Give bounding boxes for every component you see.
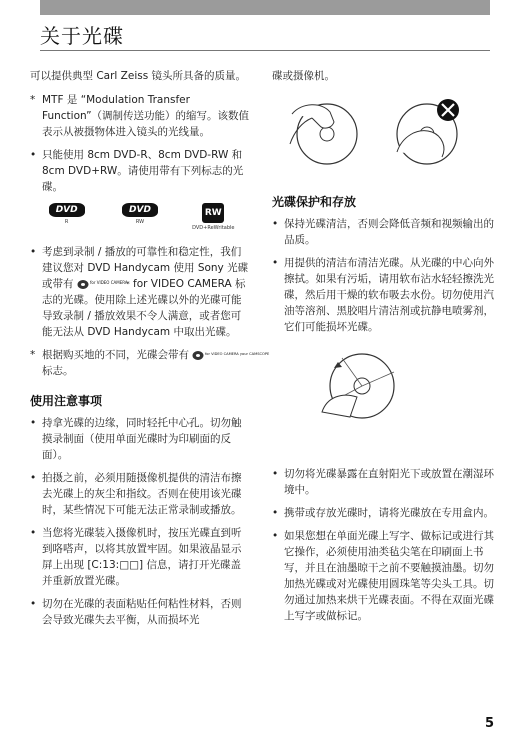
usage-bullet bbox=[30, 596, 250, 628]
page-title: 关于光碟 bbox=[40, 24, 124, 48]
usage-bullet-text: 当您将光碟装入摄像机时，按压光碟直到听到咯嗒声，以将其放置牢固。如果液晶显示屏上出现 [C:13:□□] 信息，请打开光碟盖并重新放置光碟。 bbox=[42, 527, 242, 587]
right-column bbox=[272, 68, 494, 631]
rw-mark: RW bbox=[202, 203, 224, 223]
dvd-r-logo bbox=[39, 203, 95, 226]
storage-bullet-text: 携带或存放光碟时，请将光碟放在专用盒内。 bbox=[284, 507, 494, 519]
compat-footnote-ref: * bbox=[126, 280, 130, 288]
usage-bullet bbox=[30, 415, 250, 463]
disc-logo-row bbox=[30, 203, 250, 232]
care-bullet-text: 用提供的清洁布清洁光碟。从光碟的中心向外擦拭。如果有污垢，请用软布沾水轻轻擦洗光碟，然后用干燥的软布吸去水份。切勿使用汽油等溶剂、黑胶唱片清洁剂或抗静电喷雾剂，它们可能损坏光碟。 bbox=[284, 257, 494, 333]
incorrect-hold-illustration bbox=[397, 99, 459, 164]
wipe-direction-illustration bbox=[272, 342, 494, 430]
usage-bullet-text: 拍摄之前，必须用随摄像机提供的清洁布擦去光碟上的灰尘和指纹。否则在使用该光碟时，某些情况下可能无法正常录制或播放。 bbox=[42, 472, 242, 516]
bullet-marker: • bbox=[272, 468, 279, 480]
camscope-logo-icon bbox=[192, 350, 270, 361]
bullet-marker: • bbox=[272, 218, 279, 230]
bullet-marker: • bbox=[272, 507, 279, 519]
care-bullet-text: 保持光碟清洁，否则会降低音频和视频输出的品质。 bbox=[284, 218, 494, 246]
region-text-a: 根据购买地的不同，光碟会带有 bbox=[42, 349, 189, 361]
usage-bullet bbox=[30, 470, 250, 518]
care-bullet bbox=[272, 216, 494, 248]
left-column bbox=[30, 68, 270, 635]
dvd-r-caption: R bbox=[64, 219, 69, 225]
dvd-r-mark: DVD bbox=[49, 203, 85, 217]
compatibility-bullet bbox=[30, 244, 250, 340]
dvd-plus-rw-logo bbox=[185, 203, 241, 232]
correct-hold-illustration bbox=[290, 104, 357, 164]
storage-bullet-text: 如果您想在单面光碟上写字、做标记或进行其它操作，必须使用油类毡尖笔在印刷面上书写，并且在油墨晾干之前不要触摸油墨。切勿加热光碟或对光碟使用圆珠笔等尖头工具。切勿通过加热来烘干光碟表面。不得在双面光碟上写字或做标记。 bbox=[284, 530, 494, 622]
page-number: 5 bbox=[484, 716, 494, 731]
storage-bullet bbox=[272, 528, 494, 624]
spacer bbox=[272, 436, 494, 466]
compat-text-a: 考虑到录制 / 播放的可靠性和稳定性，我们建议您对 DVD Handycam 使用 Sony 光碟或带有 bbox=[42, 246, 249, 290]
top-bar bbox=[40, 0, 490, 15]
bullet-marker: • bbox=[30, 598, 37, 610]
region-text-b: 标志。 bbox=[42, 365, 74, 377]
dvd-rw-logo bbox=[112, 203, 168, 226]
bullet-marker: • bbox=[30, 149, 37, 161]
disc-type-bullet bbox=[30, 147, 250, 195]
footnote-marker: * bbox=[30, 94, 36, 106]
camscope-logo-caption: for VIDEO CAMERA your CAMSCOPE bbox=[205, 351, 270, 356]
mtf-footnote-text: MTF 是 “Modulation Transfer Function”（调制传送功能）的缩写。该数值表示从被摄物体进入镜头的光线量。 bbox=[42, 94, 250, 138]
storage-bullet-text: 切勿将光碟暴露在直射阳光下或放置在潮湿环境中。 bbox=[284, 468, 494, 496]
compat-text-b: for VIDEO CAMERA 标志的光碟。使用除上述光碟以外的光碟可能导致录制 / 播放效果不令人满意，或者您可能无法从 DVD Handycam 中取出光碟。 bbox=[42, 278, 246, 338]
video-camera-logo-icon bbox=[77, 279, 128, 290]
intro-text: 可以提供典型 Carl Zeiss 镜头所具备的质量。 bbox=[30, 70, 247, 82]
bullet-marker: • bbox=[30, 417, 37, 429]
bullet-marker: • bbox=[272, 257, 279, 269]
region-footnote bbox=[30, 347, 270, 379]
disc-handling-illustration bbox=[272, 92, 494, 180]
title-rule bbox=[40, 50, 490, 51]
disc-type-text: 只能使用 8cm DVD-R、8cm DVD-RW 和 8cm DVD+RW。请使用带有下列标志的光碟。 bbox=[42, 149, 244, 193]
mtf-footnote bbox=[30, 92, 250, 140]
bullet-marker: • bbox=[30, 246, 37, 258]
dvd-rw-mark: DVD bbox=[122, 203, 158, 217]
bullet-marker: • bbox=[30, 472, 37, 484]
bullet-marker: • bbox=[272, 530, 279, 542]
footnote-marker: * bbox=[30, 349, 36, 361]
usage-bullet-text: 持拿光碟的边缘，同时轻托中心孔。切勿触摸录制面（使用单面光碟时为印刷面的反面）。 bbox=[42, 417, 242, 461]
bullet-marker: • bbox=[30, 527, 37, 539]
storage-bullet bbox=[272, 466, 494, 498]
storage-bullet bbox=[272, 505, 494, 521]
continuation-text: 碟或摄像机。 bbox=[272, 70, 335, 82]
care-heading: 光碟保护和存放 bbox=[272, 195, 357, 209]
usage-bullet bbox=[30, 525, 250, 589]
usage-heading: 使用注意事项 bbox=[30, 394, 103, 408]
video-camera-logo-caption: for VIDEO CAMERA bbox=[89, 279, 128, 285]
dvd-plus-rw-caption: DVD+ReWritable bbox=[192, 225, 235, 231]
dvd-rw-caption: RW bbox=[135, 219, 145, 225]
usage-bullet-text: 切勿在光碟的表面粘贴任何粘性材料，否则会导致光碟失去平衡，从而损坏光 bbox=[42, 598, 242, 626]
care-bullet bbox=[272, 255, 494, 335]
